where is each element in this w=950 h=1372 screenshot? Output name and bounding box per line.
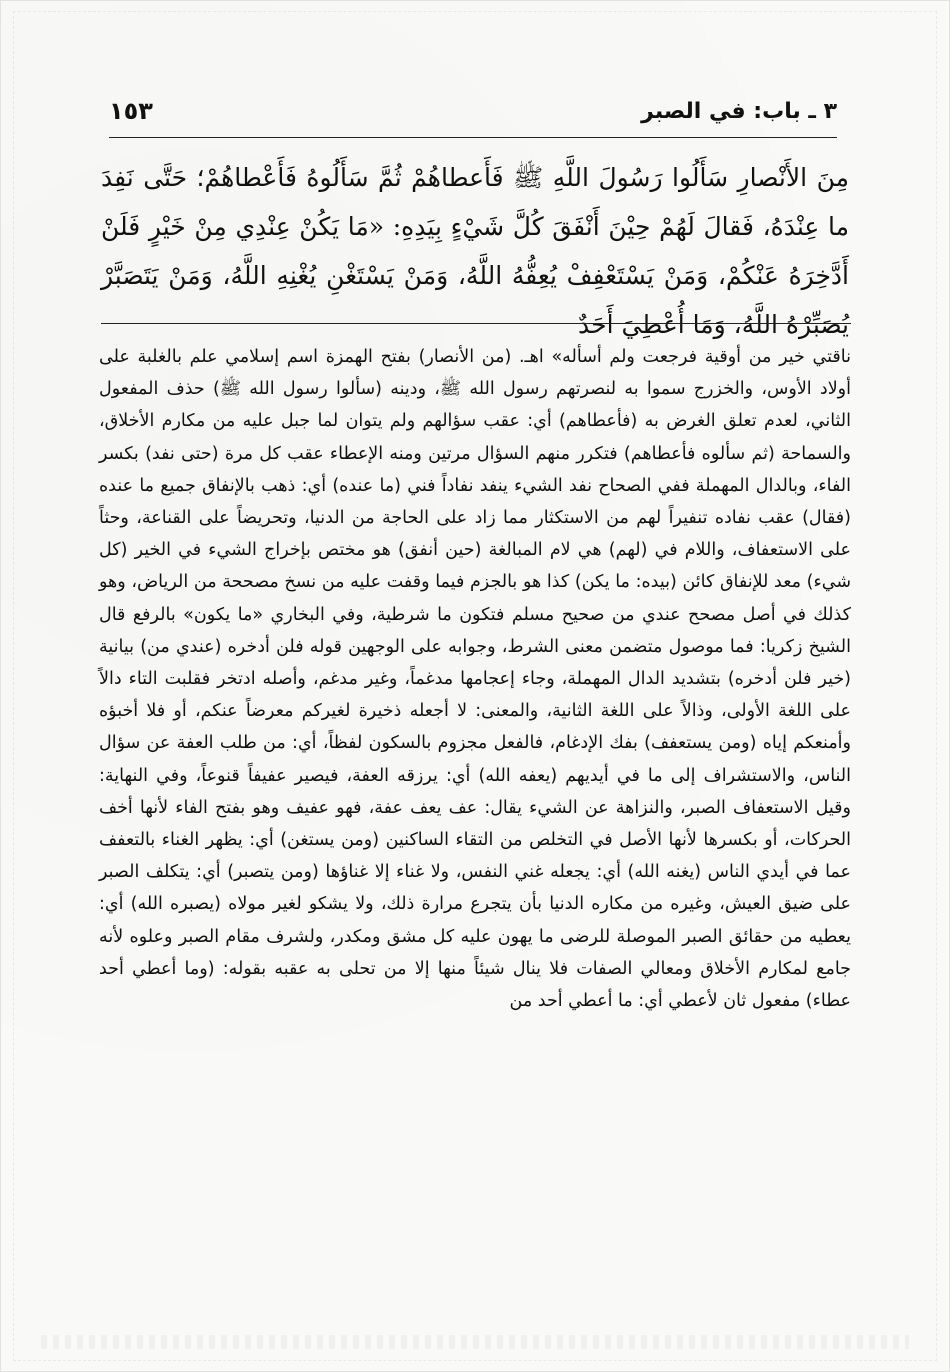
commentary-text: ناقتي خير من أوقية فرجعت ولم أسأله» اهـ. (من الأنصار) بفتح الهمزة اسم إسلامي علم بالغلبة على أولاد الأوس، والخزرج سموا به لنصرتهم رسول الله ﷺ، ودينه (سألوا رسول الله ﷺ) حذف المفعول الثاني، لعدم تعلق الغرض به (فأعطاهم) أي: عقب سؤالهم ولم يتوان لما جبل عليه من مكارم الأخلاق، والسماحة (ثم سألوه فأعطاهم) فتكرر منهم السؤال مرتين ومنه الإعطاء عقب كل مرة (حتى نفد) بكسر الفاء، وبالدال المهملة ففي الصحاح نفد الشيء ينفد نفاداً فني (ما عنده) أي: ذهب بالإنفاق جميع ما عنده (فقال) عقب نفاده تنفيراً لهم من الاستكثار مما زاد على الحاجة من الدنيا، وتحريضاً على القناعة، وحثاً على الاستعفاف، واللام في (لهم) هي لام المبالغة (حين أنفق) هو مختص بإخراج الشيء في الخير (كل شيء) معد للإنفاق كائن (بيده: ما يكن) كذا هو بالجزم فيما وقفت عليه من نسخ مصححة من الرياض، وهو كذلك في أصل مصحح عندي من صحيح مسلم فتكون ما شرطية، وفي البخاري «ما يكون» بالرفع قال الشيخ زكريا: فما موصول متضمن معنى الشرط، وجوابه على الوجهين قوله فلن أدخره (عندي من) بيانية (خير فلن أدخره) بتشديد الدال المهملة، وجاء إعجامها مدغماً، وغير مدغم، وأصله ادتخر فقلبت التاء دالاً على اللغة الأولى، وذالاً على اللغة الثانية، والمعنى: لا أجعله ذخيرة لغيركم معرضاً عنكم، أو فلا أخبؤه وأمنعكم إياه (ومن يستعفف) بفك الإدغام، فالفعل مجزوم بالسكون لفظاً، أي: من طلب العفة عن سؤال الناس، والاستشراف إلى ما في أيديهم (يعفه الله) أي: يرزقه العفة، فيصير عفيفاً قنوعاً، وفي النهاية: وقيل الاستعفاف الصبر، والنزاهة عن الشيء يقال: عف يعف عفة، فهو عفيف وهو بفتح الفاء لأنها أخف الحركات، أو بكسرها لأنها الأصل في التخلص من التقاء الساكنين (ومن يستغن) أي: يظهر الغناء بالتعفف عما في أيدي الناس (يغنه الله) أي: يجعله غني النفس، ولا غناء إلا غناؤها (ومن يتصبر) أي: يتكلف الصبر على ضيق العيش، وغيره من مكاره الدنيا بأن يتجرع مرارة ذلك، ولا يشكو لغير مولاه (يصبره الله) أي: يعطيه من حقائق الصبر الموصلة للرضى ما يهون عليه كل مشق ومكدر، ولشرف مقام الصبر وعلوه لأنه جامع لمكارم الأخلاق ومعالي الصفات فلا ينال شيئاً منها إلا من تحلى به عقبه بقوله: (وما أعطي أحد عطاء) مفعول ثان لأعطي أي: ما أعطي أحد من xyxy=(99,347,851,1012)
footer-ornament xyxy=(41,1335,909,1349)
chapter-title: ٣ ـ باب: في الصبر xyxy=(641,99,837,124)
commentary-block xyxy=(99,341,851,1301)
section-divider xyxy=(101,323,851,324)
page-header xyxy=(109,97,837,138)
hadith-text: مِنَ الأَنْصارِ سَأَلُوا رَسُولَ اللَّهِ ﷺ فَأَعطاهُمْ ثُمَّ سَأَلُوهُ فَأَعْطاهُمْ؛ حَتَّى نَفِدَ ما عِنْدَهُ، فَقالَ لَهُمْ حِيْنَ أَنْفَقَ كُلَّ شَيْءٍ بِيَدِهِ: «مَا يَكُنْ عِنْدِي مِنْ خَيْرٍ فَلَنْ أَدَّخِرَهُ عَنْكُمْ، وَمَنْ يَسْتَعْفِفْ يُعِفُّهُ اللَّهُ، وَمَنْ يَسْتَغْنِ يُغْنِهِ اللَّهُ، وَمَنْ يَتَصَبَّرْ يُصَبِّرْهُ اللَّهُ، وَمَا أُعْطِيَ أَحَدٌ xyxy=(101,163,849,339)
page-number: ١٥٣ xyxy=(109,97,153,125)
